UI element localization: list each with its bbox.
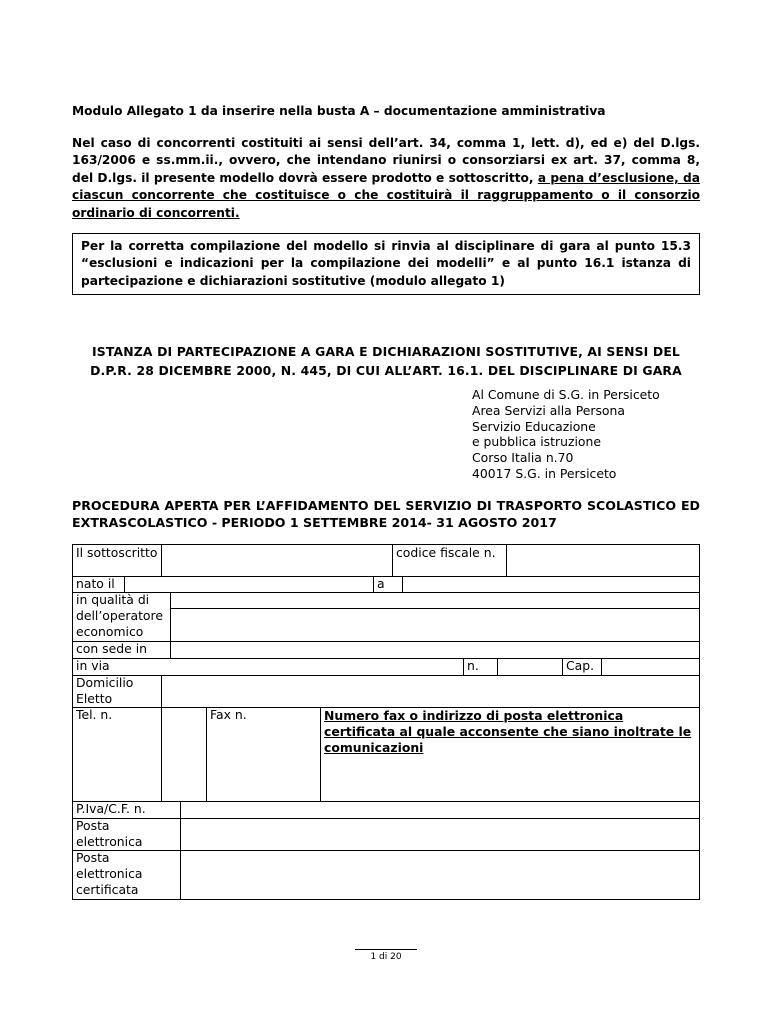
label-piva: P.Iva/C.F. n. [72, 801, 181, 819]
sottoscritto-field[interactable] [161, 544, 393, 577]
piva-field[interactable] [180, 801, 700, 819]
tel-field[interactable] [161, 707, 207, 802]
domicilio-field[interactable] [161, 675, 700, 708]
pec-field[interactable] [180, 850, 700, 900]
nato-il-field[interactable] [124, 576, 374, 593]
label-posta: Posta elettronica [72, 818, 181, 851]
intro-text: Nel caso di concorrenti costituiti ai sensi dell’art. 34, comma 1, lett. d), ed e) del D.lgs. 163/2006 e ss.mm.ii., ovvero, che intendano riunirsi o consorziarsi ex art. 37, comma 8, del D.lgs. il presente modello dovrà essere prodotto e sottoscritto, [72, 136, 700, 185]
page-number: 1 di 20 [370, 952, 402, 962]
address-line: Corso Italia n.70 [472, 450, 574, 466]
instructions-box: Per la corretta compilazione del modello si rinvia al disciplinare di gara al punto 15.3 “esclusioni e indicazioni per la compilazione dei modelli” e al punto 16.1 istanza di partecipazione e dichiarazioni sostitutive (modulo allegato 1) [72, 233, 700, 295]
cap-field[interactable] [601, 658, 700, 676]
luogo-nascita-field[interactable] [402, 576, 700, 593]
operatore-economico-field[interactable] [170, 608, 700, 642]
recipient-address [472, 387, 660, 482]
address-line: 40017 S.G. in Persiceto [472, 465, 617, 481]
qualita-field[interactable] [170, 592, 700, 609]
codice-fiscale-field[interactable] [506, 544, 700, 577]
form-title-line-2: D.P.R. 28 DICEMBRE 2000, N. 445, DI CUI ALL’ART. 16.1. DEL DISCIPLINARE DI GARA [90, 362, 682, 378]
posta-field[interactable] [180, 818, 700, 851]
label-domicilio: Domicilio Eletto [72, 675, 162, 708]
page-heading: Modulo Allegato 1 da inserire nella busta A – documentazione amministrativa [72, 104, 606, 118]
label-fax: Fax n. [206, 707, 321, 802]
address-line: Area Servizi alla Persona [472, 402, 625, 418]
address-line: Al Comune di S.G. in Persiceto [472, 387, 660, 402]
label-a: a [373, 576, 403, 593]
numero-civico-field[interactable] [497, 658, 563, 676]
intro-paragraph [72, 135, 700, 222]
label-n: n. [463, 658, 498, 676]
label-cap: Cap. [562, 658, 602, 676]
label-tel: Tel. n. [72, 707, 162, 802]
address-line: Servizio Educazione [472, 418, 596, 434]
label-sede: con sede in [72, 641, 171, 659]
address-line: e pubblica istruzione [472, 434, 601, 450]
form-title [72, 343, 700, 380]
procedure-title: PROCEDURA APERTA PER L’AFFIDAMENTO DEL SERVIZIO DI TRASPORTO SCOLASTICO ED EXTRASCOLASTICO - PERIODO 1 SETTEMBRE 2014- 31 AGOSTO 2017 [72, 498, 700, 531]
fax-note-field[interactable] [320, 707, 700, 802]
sede-field[interactable] [170, 641, 700, 659]
label-codice-fiscale: codice fiscale n. [392, 544, 507, 577]
label-via: in via [72, 658, 464, 676]
label-pec: Posta elettronica certificata [72, 850, 181, 900]
label-sottoscritto: Il sottoscritto [72, 544, 162, 577]
label-nato-il: nato il [72, 576, 125, 593]
label-qualita: in qualità di dell’operatore economico [72, 592, 171, 642]
form-title-line-1: ISTANZA DI PARTECIPAZIONE A GARA E DICHIARAZIONI SOSTITUTIVE, AI SENSI DEL [92, 344, 680, 359]
footer-divider [355, 949, 417, 950]
fax-note-text: Numero fax o indirizzo di posta elettronica certificata al quale acconsente che siano inoltrate le comunicazioni [324, 708, 692, 755]
intro-underlined-text: a pena d’esclusione, da ciascun concorrente che costituisce o che costituirà il raggruppamento o il consorzio ordinario di concorrenti. [72, 170, 701, 220]
